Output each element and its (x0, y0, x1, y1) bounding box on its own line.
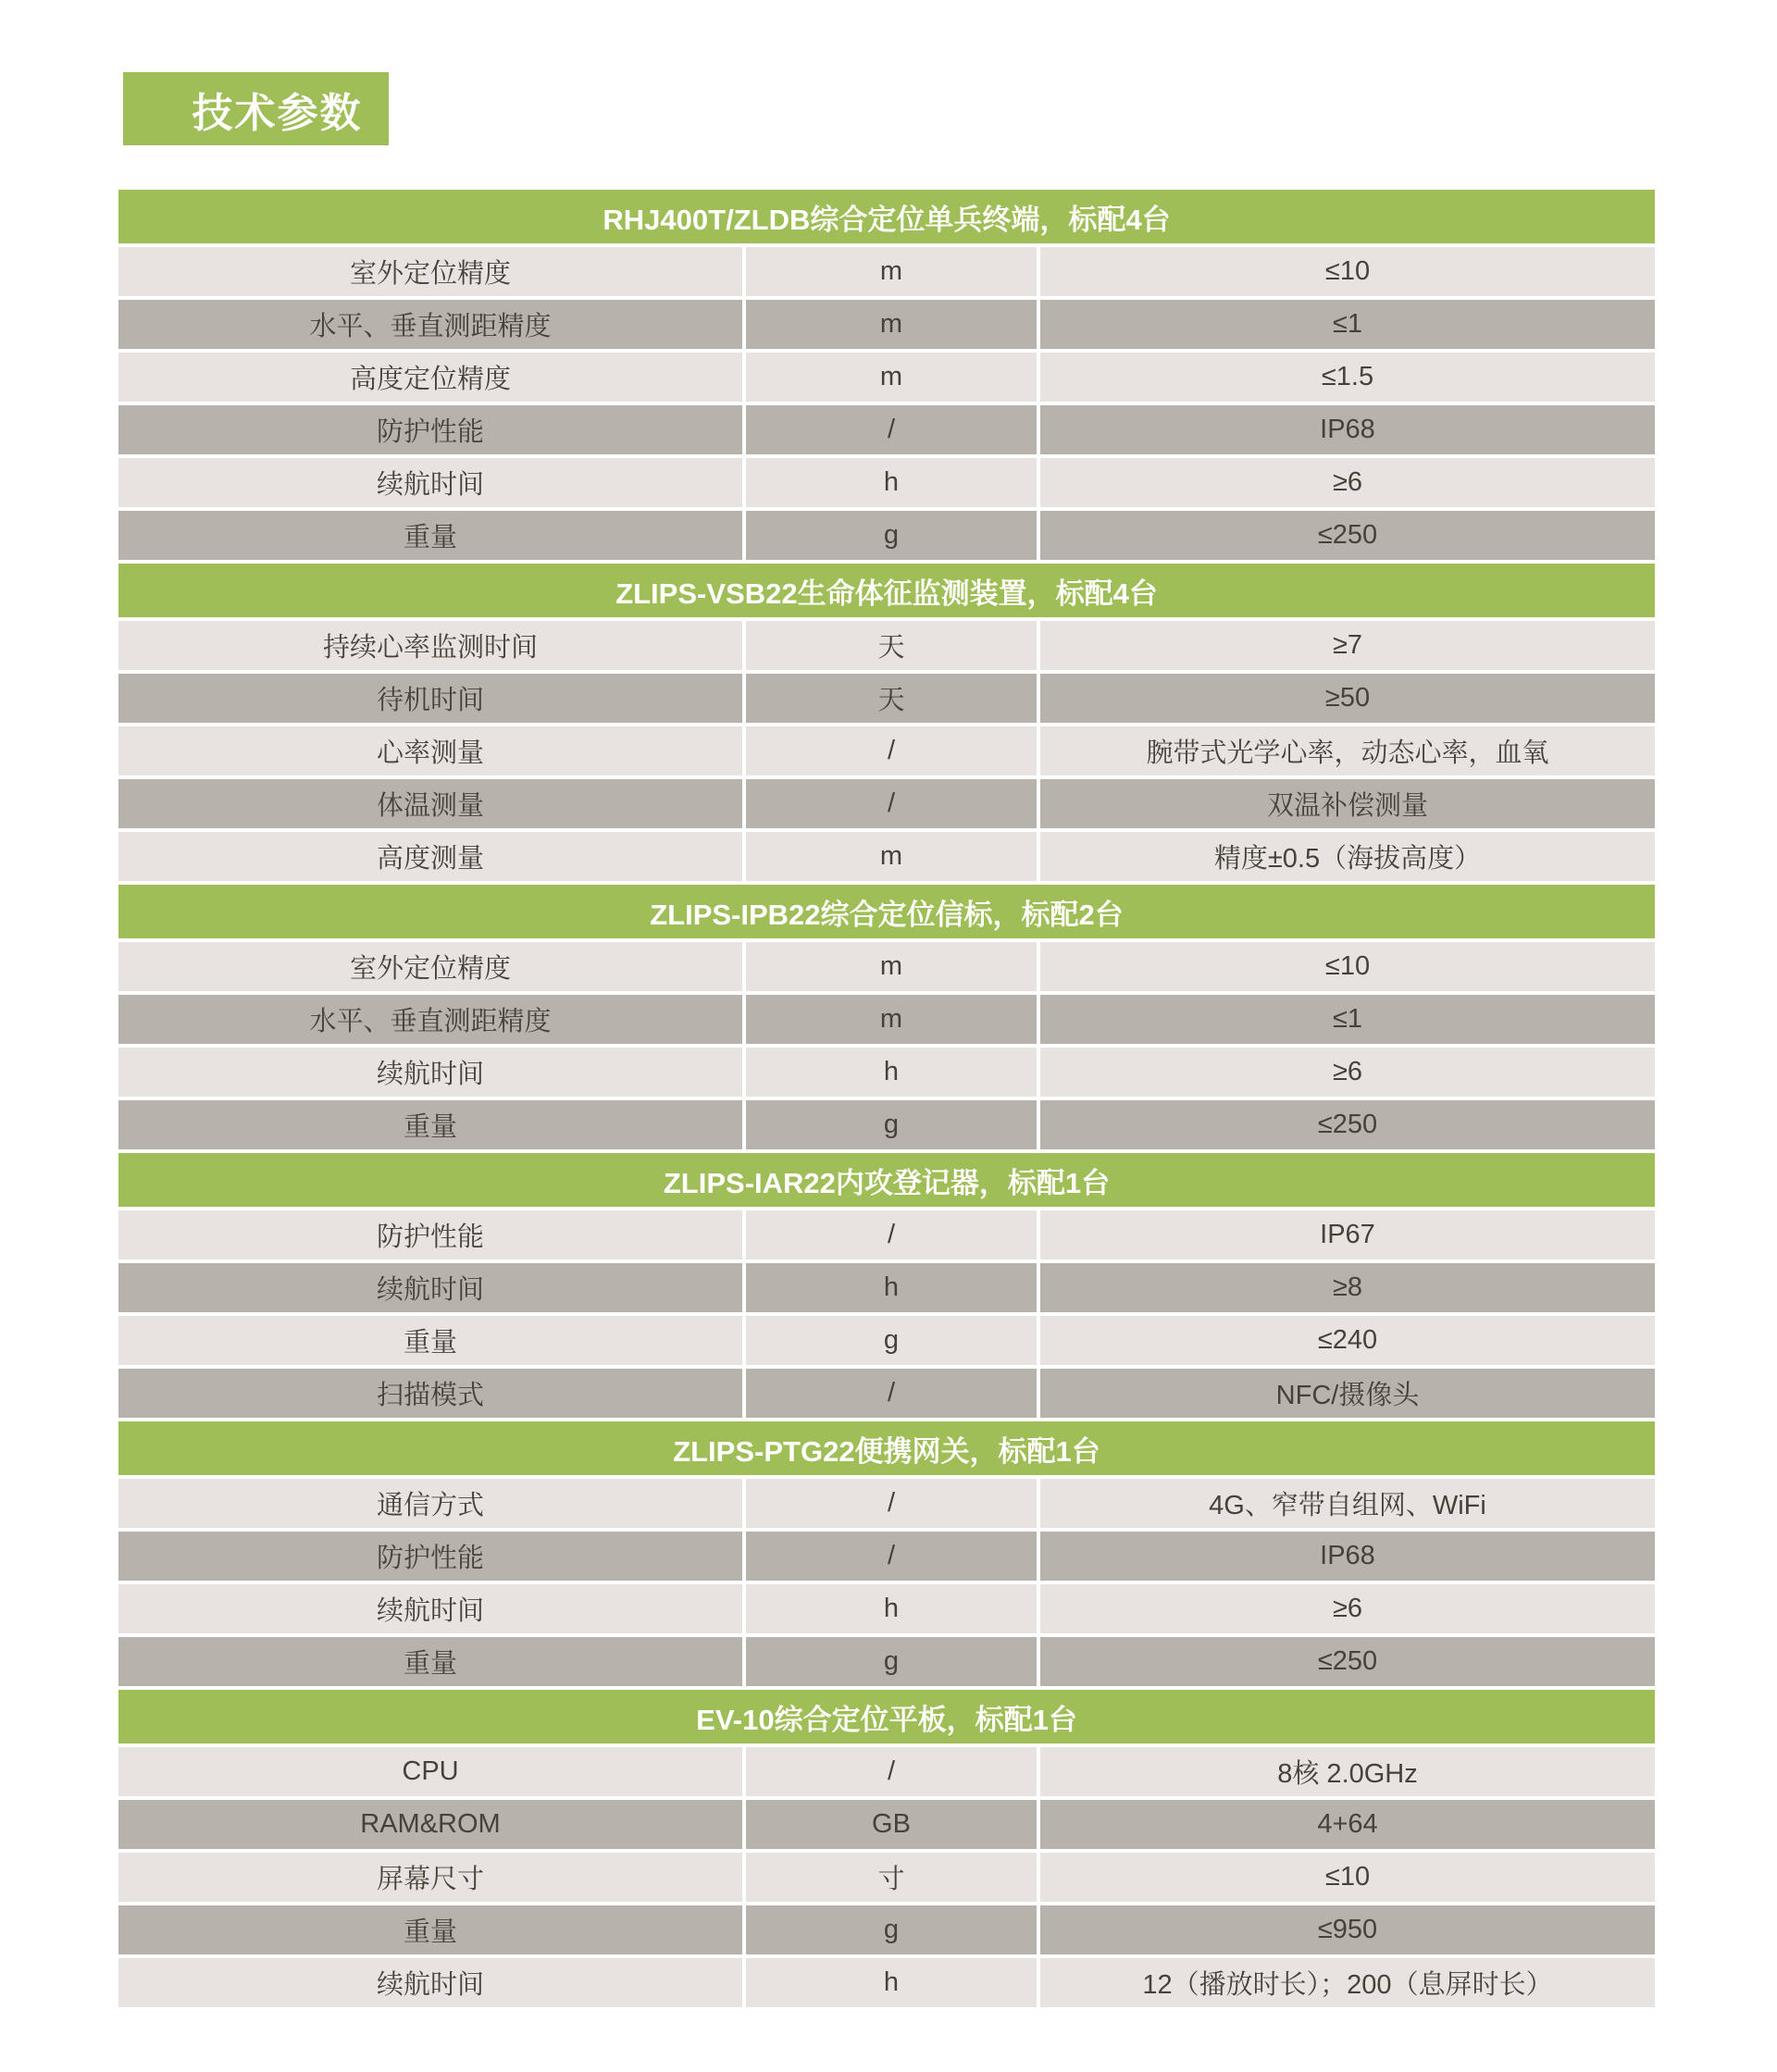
cell-parameter: 防护性能 (118, 1532, 742, 1581)
cell-unit: m (746, 353, 1037, 402)
cell-value: ≥6 (1040, 1048, 1655, 1097)
cell-unit: m (746, 832, 1037, 881)
cell-unit: / (746, 405, 1037, 454)
cell-parameter: 心率测量 (118, 726, 742, 775)
table-row (118, 995, 1655, 1044)
cell-unit: 天 (746, 621, 1037, 670)
table-row (118, 942, 1655, 991)
cell-value: ≤950 (1040, 1905, 1655, 1954)
cell-unit: m (746, 247, 1037, 296)
cell-parameter: 续航时间 (118, 1048, 742, 1097)
table-row (118, 1316, 1655, 1365)
cell-parameter: 水平、垂直测距精度 (118, 995, 742, 1044)
table-row (118, 1905, 1655, 1954)
cell-value: ≤1.5 (1040, 353, 1655, 402)
cell-unit: h (746, 458, 1037, 507)
table-row (118, 1532, 1655, 1581)
cell-unit: g (746, 1316, 1037, 1365)
cell-parameter: 室外定位精度 (118, 942, 742, 991)
cell-parameter: 防护性能 (118, 405, 742, 454)
section-header: EV-10综合定位平板，标配1台 (118, 1690, 1655, 1743)
cell-unit: / (746, 1210, 1037, 1259)
cell-parameter: 通信方式 (118, 1479, 742, 1528)
cell-value: 4+64 (1040, 1800, 1655, 1849)
cell-unit: m (746, 300, 1037, 349)
cell-value: 腕带式光学心率，动态心率，血氧 (1040, 726, 1655, 775)
cell-parameter: 重量 (118, 511, 742, 560)
cell-unit: 寸 (746, 1853, 1037, 1902)
cell-unit: g (746, 1905, 1037, 1954)
table-row (118, 353, 1655, 402)
cell-unit: / (746, 1479, 1037, 1528)
cell-unit: GB (746, 1800, 1037, 1849)
cell-value: 精度±0.5（海拔高度） (1040, 832, 1655, 881)
cell-unit: g (746, 1637, 1037, 1686)
cell-parameter: 重量 (118, 1316, 742, 1365)
cell-parameter: 重量 (118, 1637, 742, 1686)
section-header: ZLIPS-IPB22综合定位信标，标配2台 (118, 885, 1655, 938)
cell-parameter: CPU (118, 1747, 742, 1796)
cell-parameter: 续航时间 (118, 1263, 742, 1312)
cell-unit: / (746, 1532, 1037, 1581)
cell-unit: / (746, 1369, 1037, 1418)
cell-parameter: 续航时间 (118, 458, 742, 507)
cell-value: 4G、窄带自组网、WiFi (1040, 1479, 1655, 1528)
cell-unit: m (746, 942, 1037, 991)
table-row (118, 247, 1655, 296)
table-row (118, 300, 1655, 349)
cell-value: NFC/摄像头 (1040, 1369, 1655, 1418)
cell-parameter: 持续心率监测时间 (118, 621, 742, 670)
cell-value: ≤1 (1040, 995, 1655, 1044)
section-header: ZLIPS-PTG22便携网关，标配1台 (118, 1421, 1655, 1475)
table-row (118, 1369, 1655, 1418)
cell-parameter: 续航时间 (118, 1958, 742, 2007)
cell-value: 12（播放时长）；200（息屏时长） (1040, 1958, 1655, 2007)
cell-unit: h (746, 1584, 1037, 1633)
cell-parameter: 扫描模式 (118, 1369, 742, 1418)
table-row (118, 405, 1655, 454)
table-row (118, 458, 1655, 507)
cell-parameter: 屏幕尺寸 (118, 1853, 742, 1902)
table-row (118, 1584, 1655, 1633)
cell-parameter: 高度测量 (118, 832, 742, 881)
cell-unit: / (746, 779, 1037, 828)
cell-parameter: 待机时间 (118, 674, 742, 723)
cell-unit: m (746, 995, 1037, 1044)
cell-unit: g (746, 1100, 1037, 1149)
cell-value: ≥6 (1040, 1584, 1655, 1633)
cell-parameter: 体温测量 (118, 779, 742, 828)
table-row (118, 1800, 1655, 1849)
cell-unit: 天 (746, 674, 1037, 723)
table-row (118, 726, 1655, 775)
table-row (118, 1263, 1655, 1312)
cell-parameter: 续航时间 (118, 1584, 742, 1633)
cell-value: IP67 (1040, 1210, 1655, 1259)
cell-parameter: RAM&ROM (118, 1800, 742, 1849)
table-row (118, 779, 1655, 828)
cell-value: ≤240 (1040, 1316, 1655, 1365)
table-row (118, 832, 1655, 881)
table-row (118, 621, 1655, 670)
section-header: ZLIPS-IAR22内攻登记器，标配1台 (118, 1153, 1655, 1207)
cell-value: ≤10 (1040, 247, 1655, 296)
cell-value: ≥50 (1040, 674, 1655, 723)
table-row (118, 1100, 1655, 1149)
table-row (118, 1637, 1655, 1686)
cell-value: ≥8 (1040, 1263, 1655, 1312)
section-header: ZLIPS-VSB22生命体征监测装置，标配4台 (118, 564, 1655, 617)
cell-value: IP68 (1040, 405, 1655, 454)
cell-value: ≤250 (1040, 1637, 1655, 1686)
cell-parameter: 防护性能 (118, 1210, 742, 1259)
cell-value: ≥6 (1040, 458, 1655, 507)
cell-value: IP68 (1040, 1532, 1655, 1581)
cell-value: 双温补偿测量 (1040, 779, 1655, 828)
table-row (118, 1048, 1655, 1097)
table-row (118, 1210, 1655, 1259)
cell-unit: / (746, 1747, 1037, 1796)
table-row (118, 1747, 1655, 1796)
cell-value: ≤1 (1040, 300, 1655, 349)
table-row (118, 511, 1655, 560)
cell-parameter: 室外定位精度 (118, 247, 742, 296)
table-row (118, 674, 1655, 723)
cell-unit: h (746, 1048, 1037, 1097)
cell-value: ≥7 (1040, 621, 1655, 670)
cell-value: ≤250 (1040, 1100, 1655, 1149)
cell-value: ≤250 (1040, 511, 1655, 560)
cell-unit: h (746, 1958, 1037, 2007)
page-title: 技术参数 (123, 72, 389, 145)
cell-unit: h (746, 1263, 1037, 1312)
cell-unit: g (746, 511, 1037, 560)
cell-parameter: 高度定位精度 (118, 353, 742, 402)
cell-unit: / (746, 726, 1037, 775)
spec-table (118, 190, 1655, 2011)
section-header: RHJ400T/ZLDB综合定位单兵终端，标配4台 (118, 190, 1655, 243)
cell-parameter: 重量 (118, 1905, 742, 1954)
table-row (118, 1853, 1655, 1902)
cell-value: ≤10 (1040, 942, 1655, 991)
cell-parameter: 水平、垂直测距精度 (118, 300, 742, 349)
cell-value: 8核 2.0GHz (1040, 1747, 1655, 1796)
table-row (118, 1958, 1655, 2007)
cell-value: ≤10 (1040, 1853, 1655, 1902)
table-row (118, 1479, 1655, 1528)
cell-parameter: 重量 (118, 1100, 742, 1149)
